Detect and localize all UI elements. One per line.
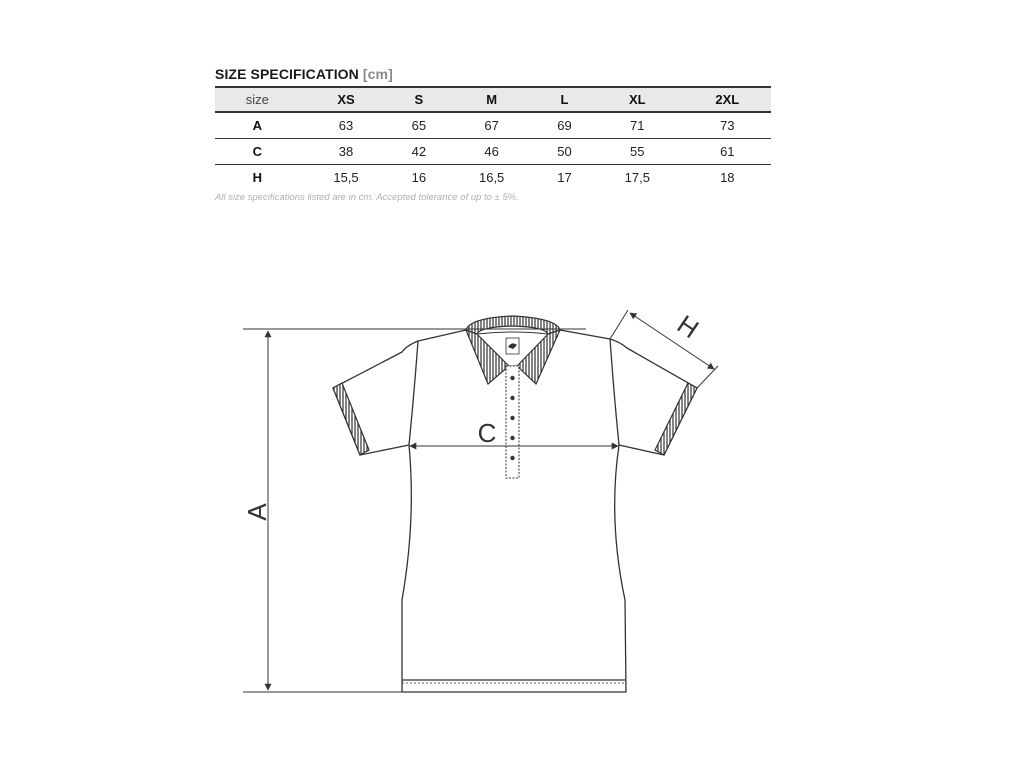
table-cell: 17: [557, 170, 572, 185]
size-header-m: M: [486, 92, 498, 107]
table-cell: 50: [557, 144, 572, 159]
spec-unit: [cm]: [362, 66, 393, 82]
size-header-2xl: 2XL: [715, 92, 740, 107]
spec-title-text: SIZE SPECIFICATION: [215, 66, 359, 82]
table-cell: 69: [557, 118, 572, 133]
table-cell: 18: [720, 170, 735, 185]
table-cell: 55: [630, 144, 645, 159]
size-header-l: L: [560, 92, 569, 107]
row-label-c: C: [252, 144, 263, 159]
dimension-a-label: A: [242, 503, 272, 521]
table-cell: 65: [411, 118, 427, 133]
row-label-a: A: [252, 118, 263, 133]
button-placket: [506, 366, 519, 478]
dimension-c-label: C: [477, 418, 497, 448]
table-cell: 15,5: [333, 170, 359, 185]
size-header-s: S: [414, 92, 424, 107]
table-cell: 17,5: [624, 170, 650, 185]
table-cell: 16,5: [478, 170, 505, 185]
table-cell: 73: [720, 118, 735, 133]
size-column-label: size: [245, 92, 269, 107]
table-cell: 61: [720, 144, 735, 159]
tolerance-footnote: All size specifications listed are in cm. Accepted tolerance of up to ± 5%.: [215, 192, 519, 203]
brand-logo-icon: [506, 338, 519, 354]
table-cell: 16: [411, 170, 427, 185]
size-header-xs: XS: [337, 92, 355, 107]
table-cell: 38: [338, 144, 354, 159]
dimension-h-label: H: [671, 308, 705, 345]
size-header-xl: XL: [628, 92, 646, 107]
right-sleeve-cuff: [655, 383, 697, 455]
table-cell: 42: [411, 144, 427, 159]
table-cell: 67: [484, 118, 499, 133]
left-sleeve-cuff: [333, 383, 369, 455]
row-label-h: H: [252, 170, 263, 185]
table-cell: 63: [338, 118, 354, 133]
table-cell: 46: [484, 144, 499, 159]
table-cell: 71: [630, 118, 645, 133]
